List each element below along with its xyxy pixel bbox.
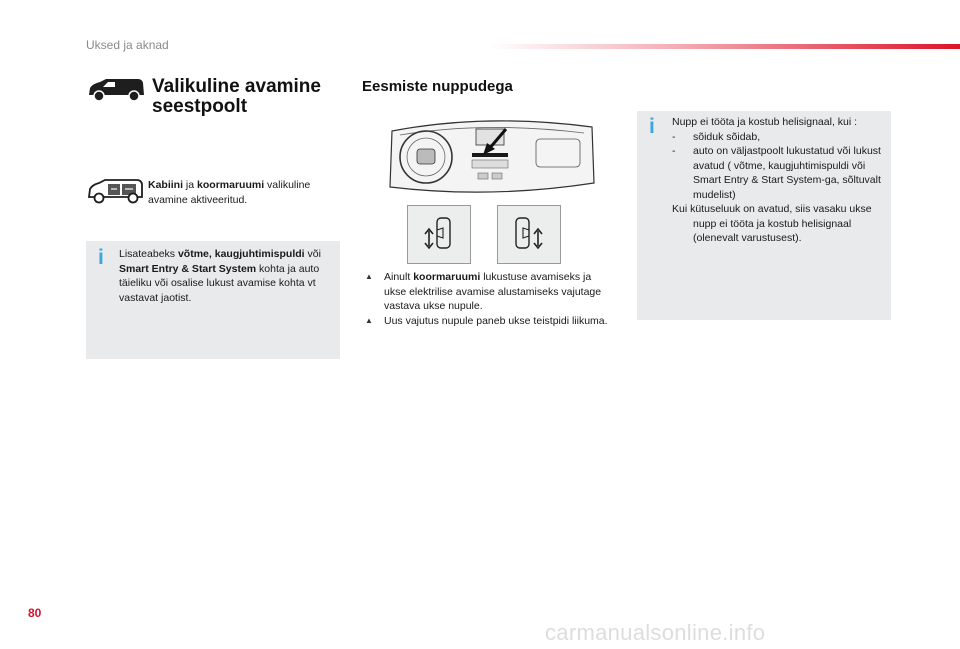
list-item: ▲ Uus vajutus nupule paneb ukse teistpidi liikuma.: [365, 314, 608, 327]
watermark: carmanualsonline.info: [545, 620, 766, 645]
list-item: - auto on väljastpoolt lukustatud või lukust avatud ( võtme, kaugjuhtimispuldi või Smart Entry & Start System-ga, sõltuvalt mudelist): [672, 145, 881, 201]
intro-bold-cab: Kabiini: [148, 179, 184, 191]
intro-bold-load: koormaruumi: [197, 179, 265, 191]
info-icon: i: [649, 115, 655, 138]
intro-text: ja: [183, 179, 198, 191]
bullet-list: [365, 270, 615, 328]
right-door-arrows-icon: [498, 206, 560, 263]
bullet-arrow-icon: ▲: [365, 272, 373, 281]
info-icon: i: [98, 246, 104, 269]
left-door-arrows-icon: [408, 206, 470, 263]
page-number: 80: [28, 606, 42, 620]
left-door-button[interactable]: [407, 205, 471, 264]
intro-paragraph: [148, 178, 340, 207]
dashboard-illustration: [386, 113, 598, 198]
van-icon: [86, 77, 146, 103]
header-divider: [490, 44, 960, 49]
list-item: - sõiduk sõidab,: [672, 130, 761, 143]
chapter-title: Uksed ja aknad: [86, 38, 169, 52]
info-text-right: Nupp ei tööta ja kostub helisignaal, kui : - sõiduk sõidab, - auto on väljastpoolt lukustatud või lukust avatud ( võtme, kaugjuhtimispuldi või Smart Entry & Start System-ga, sõltuvalt mudelist) Kui kütuseluuk on avatud, siis vasaku ukse nupp ei tööta ja kostub helisignaal (olenevalt varustusest).: [672, 115, 886, 246]
subsection-title: Eesmiste nuppudega: [362, 78, 513, 95]
section-title: Valikuline avamine seestpoolt: [152, 76, 321, 117]
intro-text-rest: valikuline avamine aktiveeritud.: [148, 179, 311, 206]
info-text-left: Lisateabeks võtme, kaugjuhtimispuldi või Smart Entry & Start System kohta ja auto täieliku või osalise lukust avamise kohta vt vastavat jaotist.: [119, 248, 321, 304]
right-door-button[interactable]: [497, 205, 561, 264]
info-box-right: [637, 111, 891, 320]
van-sliding-doors-icon: [86, 178, 144, 204]
bullet-arrow-icon: ▲: [365, 315, 373, 325]
info-box-left: [86, 241, 340, 359]
list-item: ▲ Ainult koormaruumi lukustuse avamiseks ja ukse elektrilise avamise alustamiseks vajutage vastava ukse nupule.: [365, 271, 602, 312]
